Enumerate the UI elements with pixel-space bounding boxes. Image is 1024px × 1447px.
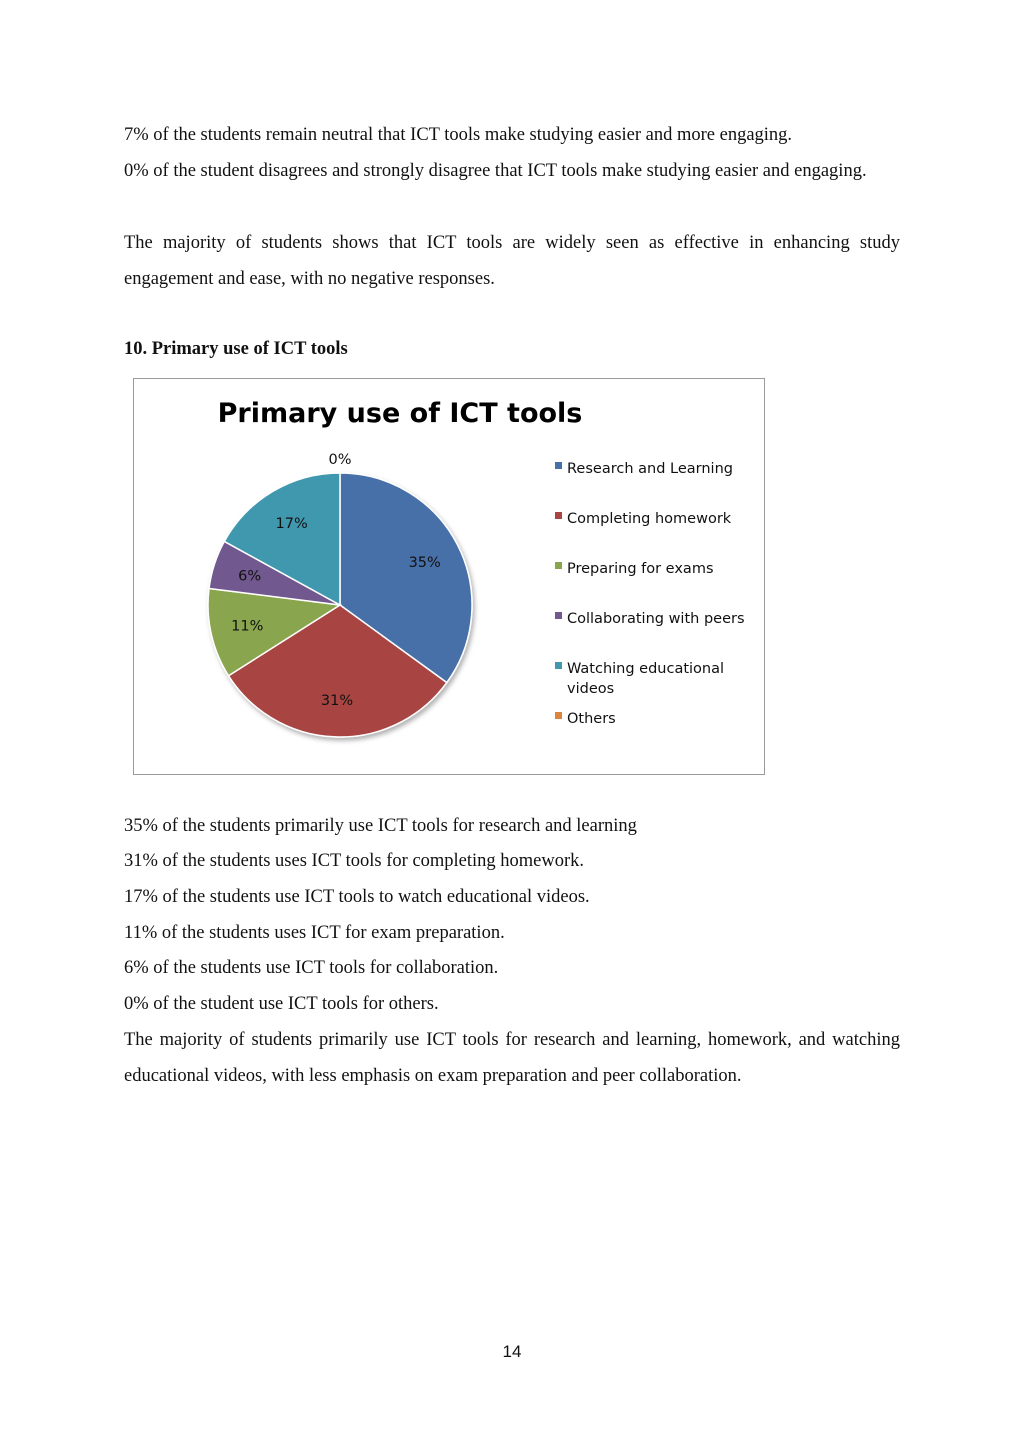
legend-label-collaborating-with-peers: Collaborating with peers — [567, 611, 745, 627]
legend-label-watching-educational-videos: Watching educational videos — [567, 661, 725, 697]
paragraph-majority: The majority of students shows that ICT tools are widely seen as effective in enhancing study engagement and ease, with no negative responses. — [124, 233, 900, 289]
finding-others: 0% of the student use ICT tools for others. — [124, 994, 439, 1014]
finding-exams: 11% of the students uses ICT for exam preparation. — [124, 923, 505, 943]
finding-videos: 17% of the students use ICT tools to watch educational videos. — [124, 887, 590, 907]
paragraph-disagree: 0% of the student disagrees and strongly disagree that ICT tools make studying easier and engaging. — [124, 161, 867, 181]
paragraph-conclusion: The majority of students primarily use ICT tools for research and learning, homework, and watching educational videos, with less emphasis on exam preparation and peer collaboration. — [124, 1030, 900, 1086]
legend-swatch-completing-homework — [555, 512, 562, 519]
legend-swatch-research-and-learning — [555, 462, 562, 469]
legend-label-others: Others — [567, 711, 616, 727]
legend-label-completing-homework: Completing homework — [567, 511, 732, 527]
pie-chart — [134, 379, 766, 776]
chart-legend — [555, 461, 745, 727]
pie-chart-frame — [133, 378, 765, 775]
data-label-collaborating-with-peers: 6% — [238, 568, 262, 585]
data-label-preparing-for-exams: 11% — [231, 618, 264, 635]
legend-swatch-watching-educational-videos — [555, 662, 562, 669]
data-label-others: 0% — [328, 452, 352, 468]
legend-swatch-others — [555, 712, 562, 719]
legend-label-preparing-for-exams: Preparing for exams — [567, 561, 714, 577]
section-heading: 10. Primary use of ICT tools — [124, 339, 348, 359]
legend-swatch-collaborating-with-peers — [555, 612, 562, 619]
data-label-research-and-learning: 35% — [408, 554, 441, 571]
data-label-completing-homework: 31% — [320, 692, 354, 709]
legend-label-research-and-learning: Research and Learning — [567, 461, 733, 477]
data-label-watching-educational-videos: 17% — [275, 516, 308, 533]
finding-homework: 31% of the students uses ICT tools for completing homework. — [124, 851, 585, 871]
chart-title: Primary use of ICT tools — [217, 398, 583, 429]
finding-collaboration: 6% of the students use ICT tools for collaboration. — [124, 958, 499, 978]
finding-research: 35% of the students primarily use ICT tools for research and learning — [124, 816, 637, 836]
page-number: 14 — [502, 1342, 522, 1361]
paragraph-neutral: 7% of the students remain neutral that ICT tools make studying easier and more engaging. — [124, 125, 793, 145]
legend-swatch-preparing-for-exams — [555, 562, 562, 569]
